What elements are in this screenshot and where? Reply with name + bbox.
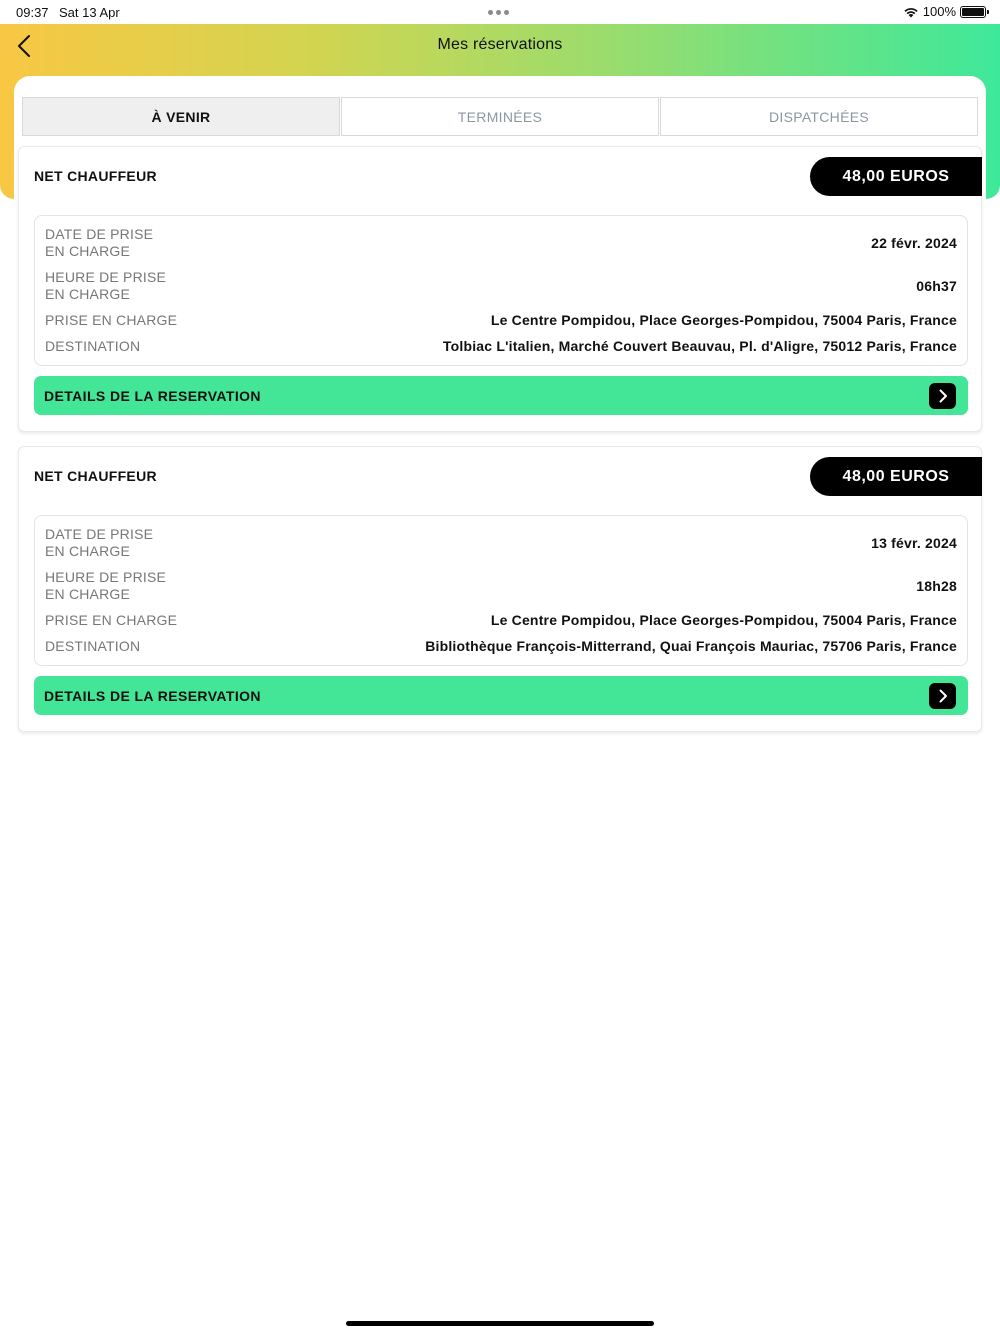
status-indicators xyxy=(903,4,986,19)
detail-value: 06h37 xyxy=(916,278,957,294)
wifi-icon xyxy=(903,6,919,18)
reservation-details xyxy=(34,515,968,666)
battery-icon xyxy=(960,6,986,18)
detail-label: DESTINATION xyxy=(45,637,141,654)
chevron-right-icon[interactable] xyxy=(929,683,956,709)
detail-row-pickup xyxy=(45,311,957,329)
detail-row-date xyxy=(45,525,957,561)
detail-label: PRISE EN CHARGE xyxy=(45,611,178,628)
detail-row-destination xyxy=(45,337,957,355)
multitasking-dots-icon[interactable] xyxy=(488,10,509,15)
detail-row-time xyxy=(45,568,957,604)
reservation-details-label: DETAILS DE LA RESERVATION xyxy=(44,387,261,404)
detail-value: Le Centre Pompidou, Place Georges-Pompidou, 75004 Paris, France xyxy=(490,312,957,328)
page-title: Mes réservations xyxy=(437,36,563,53)
detail-label: HEURE DE PRISE EN CHARGE xyxy=(45,269,167,302)
reservation-card xyxy=(18,146,982,432)
detail-value: 18h28 xyxy=(916,578,957,594)
price-badge: 48,00 EUROS xyxy=(810,457,982,496)
reservation-details-button[interactable] xyxy=(34,676,968,715)
detail-label: DATE DE PRISE EN CHARGE xyxy=(45,526,154,559)
detail-label: PRISE EN CHARGE xyxy=(45,311,178,328)
status-date: Sat 13 Apr xyxy=(59,5,120,20)
reservation-details xyxy=(34,215,968,366)
tab-bar xyxy=(22,97,978,136)
detail-label: HEURE DE PRISE EN CHARGE xyxy=(45,569,167,602)
chevron-right-icon[interactable] xyxy=(929,383,956,409)
detail-row-pickup xyxy=(45,611,957,629)
detail-value: 13 févr. 2024 xyxy=(871,535,957,551)
driver-net-label: NET CHAUFFEUR xyxy=(34,468,157,484)
detail-row-date xyxy=(45,225,957,261)
reservation-card xyxy=(18,446,982,732)
tab-a-venir[interactable]: À VENIR xyxy=(22,97,340,136)
detail-value: Tolbiac L'italien, Marché Couvert Beauvau, Pl. d'Aligre, 75012 Paris, France xyxy=(442,338,957,354)
tab-dispatchees[interactable]: DISPATCHÉES xyxy=(660,97,978,136)
status-time: 09:37 xyxy=(16,5,49,20)
home-indicator[interactable] xyxy=(346,1321,654,1326)
detail-value: Bibliothèque François-Mitterrand, Quai François Mauriac, 75706 Paris, France xyxy=(425,638,957,654)
reservation-details-button[interactable] xyxy=(34,376,968,415)
battery-percent: 100% xyxy=(922,4,956,19)
detail-value: 22 févr. 2024 xyxy=(871,235,957,251)
detail-value: Le Centre Pompidou, Place Georges-Pompidou, 75004 Paris, France xyxy=(490,612,957,628)
reservation-details-label: DETAILS DE LA RESERVATION xyxy=(44,687,261,704)
detail-row-time xyxy=(45,268,957,304)
detail-row-destination xyxy=(45,637,957,655)
status-bar xyxy=(0,0,1000,24)
driver-net-label: NET CHAUFFEUR xyxy=(34,168,157,184)
price-badge: 48,00 EUROS xyxy=(810,157,982,196)
detail-label: DATE DE PRISE EN CHARGE xyxy=(45,226,154,259)
detail-label: DESTINATION xyxy=(45,337,141,354)
tab-terminees[interactable]: TERMINÉES xyxy=(341,97,659,136)
